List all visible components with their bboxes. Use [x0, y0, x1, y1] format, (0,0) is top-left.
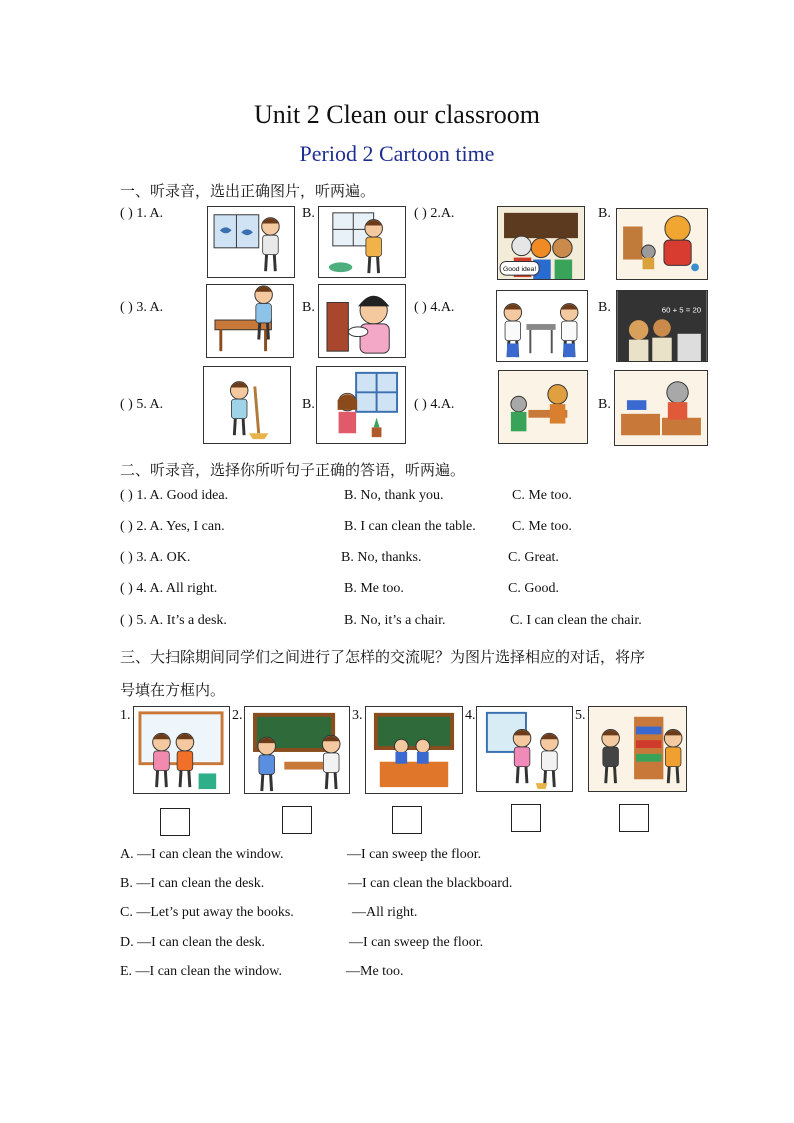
q6-picture-b[interactable] [614, 370, 708, 446]
question-5-label: ( ) 5. A. [120, 397, 164, 412]
option-e-line1: E. —I can clean the window. [120, 964, 282, 979]
option-b-line1: B. —I can clean the desk. [120, 876, 265, 891]
option-d-line1: D. —I can clean the desk. [120, 935, 265, 950]
picture-number-2: 2. [232, 708, 243, 723]
part3-picture-3[interactable] [365, 706, 463, 794]
p2-q2-a: ( ) 2. A. Yes, I can. [120, 519, 225, 534]
part3-picture-5[interactable] [588, 706, 687, 792]
q4-option-b-label: B. [598, 300, 611, 315]
option-c-line1: C. —Let’s put away the books. [120, 905, 294, 920]
q1-picture-a[interactable] [207, 206, 295, 278]
q1-option-b-label: B. [302, 206, 315, 221]
part3-heading-line1: 三、大扫除期间同学们之间进行了怎样的交流呢？为图片选择相应的对话，将序 [120, 650, 646, 666]
question-6-label: ( ) 4.A. [414, 397, 455, 412]
q3-option-b-label: B. [302, 300, 315, 315]
picture-number-4: 4. [465, 708, 476, 723]
answer-box-2[interactable] [282, 806, 312, 834]
answer-box-4[interactable] [511, 804, 541, 832]
picture-number-1: 1. [120, 708, 131, 723]
question-4-label: ( ) 4.A. [414, 300, 455, 315]
option-b-line2: —I can clean the blackboard. [348, 876, 513, 891]
p2-q5-a: ( ) 5. A. It’s a desk. [120, 613, 227, 628]
q2-picture-b[interactable] [616, 208, 708, 280]
q3-picture-b[interactable] [318, 284, 406, 358]
p2-q3-b: B. No, thanks. [341, 550, 422, 565]
p2-q4-b: B. Me too. [344, 581, 404, 596]
q5-option-b-label: B. [302, 397, 315, 412]
p2-q1-b: B. No, thank you. [344, 488, 444, 503]
question-1-label: ( ) 1. A. [120, 206, 164, 221]
part1-heading: 一、听录音，选出正确图片，听两遍。 [120, 184, 376, 200]
p2-q4-a: ( ) 4. A. All right. [120, 581, 218, 596]
answer-box-3[interactable] [392, 806, 422, 834]
q2-option-b-label: B. [598, 206, 611, 221]
part3-picture-2[interactable] [244, 706, 350, 794]
q3-picture-a[interactable] [206, 284, 294, 358]
p2-q2-b: B. I can clean the table. [344, 519, 476, 534]
option-c-line2: —All right. [352, 905, 418, 920]
option-a-line1: A. —I can clean the window. [120, 847, 284, 862]
option-a-line2: —I can sweep the floor. [347, 847, 482, 862]
p2-q2-c: C. Me too. [512, 519, 572, 534]
question-3-label: ( ) 3. A. [120, 300, 164, 315]
option-e-line2: —Me too. [346, 964, 404, 979]
p2-q5-b: B. No, it’s a chair. [344, 613, 446, 628]
q5-picture-b[interactable] [316, 366, 406, 444]
answer-box-5[interactable] [619, 804, 649, 832]
q2-picture-a[interactable] [497, 206, 585, 280]
part2-heading: 二、听录音，选择你所听句子正确的答语，听两遍。 [120, 463, 466, 479]
page-subtitle: Period 2 Cartoon time [299, 141, 495, 166]
p2-q3-a: ( ) 3. A. OK. [120, 550, 191, 565]
p2-q5-c: C. I can clean the chair. [510, 613, 642, 628]
option-d-line2: —I can sweep the floor. [349, 935, 484, 950]
q4-board-text: 60 + 5 = 20 [661, 305, 702, 315]
q5-picture-a[interactable] [203, 366, 291, 444]
q1-picture-b[interactable] [318, 206, 406, 278]
part3-picture-1[interactable] [133, 706, 230, 794]
answer-box-1[interactable] [160, 808, 190, 836]
part3-picture-4[interactable] [476, 706, 573, 792]
question-2-label: ( ) 2.A. [414, 206, 455, 221]
p2-q1-a: ( ) 1. A. Good idea. [120, 488, 229, 503]
q6-option-b-label: B. [598, 397, 611, 412]
part3-heading-line2: 号填在方框内。 [120, 683, 226, 699]
page-title: Unit 2 Clean our classroom [254, 100, 540, 129]
q4-picture-a[interactable] [496, 290, 588, 362]
q2-speech-text: Good idea! [502, 266, 537, 274]
q6-picture-a[interactable] [498, 370, 588, 444]
p2-q1-c: C. Me too. [512, 488, 572, 503]
picture-number-5: 5. [575, 708, 586, 723]
p2-q4-c: C. Good. [508, 581, 559, 596]
picture-number-3: 3. [352, 708, 363, 723]
p2-q3-c: C. Great. [508, 550, 559, 565]
q4-picture-b[interactable] [616, 290, 708, 362]
